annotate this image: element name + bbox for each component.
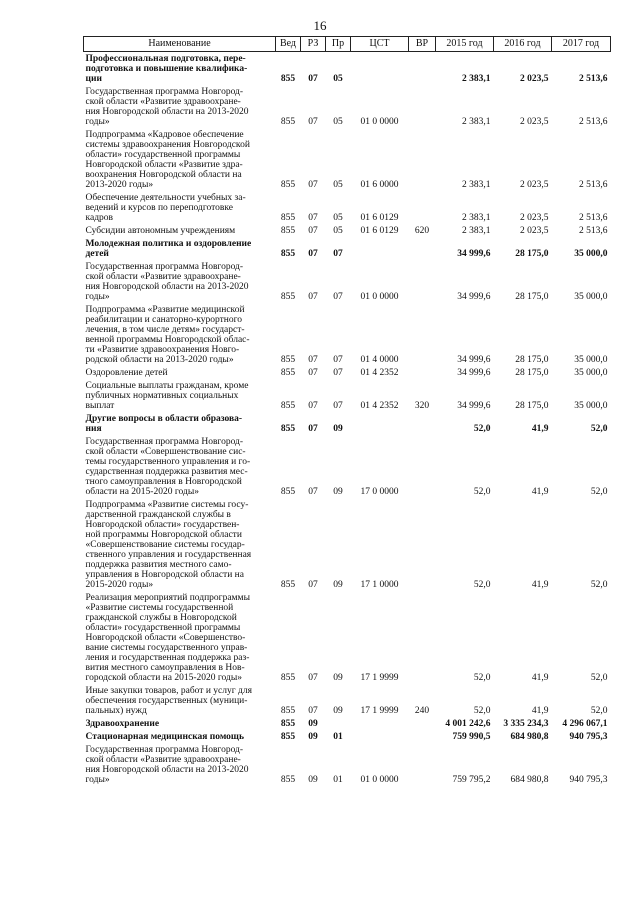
row-name: Обеспечение деятельности учебных за- ведений и курсов по переподготовке кадров [85,193,246,223]
row-rz: 07 [308,226,318,236]
header-vr: ВР [409,37,436,52]
row-ved: 855 [280,117,296,127]
row-vr [409,237,436,260]
row-vr [409,128,436,191]
row-ved: 855 [280,719,296,729]
row-rz: 07 [308,249,318,259]
row-ved: 855 [280,368,296,378]
row-vr [409,717,436,730]
row-name: Государственная программа Новгород- ской области «Развитие здравоохране- ния Новгородской области на 2013-2020 годы» [85,87,249,127]
row-pr: 05 [333,226,343,236]
row-name: Подпрограмма «Развитие системы госу- дарственной гражданской службы в Новгородской области» государствен- ной программы Новгородской области «Совершенствование системы государ- ственного управления и государственная поддержка развития местного само- управления в Новгородской области на 2015-2020 годы» [85,500,252,590]
table-row [84,379,611,412]
row-value-2017: 2 513,6 [579,74,608,84]
row-rz: 07 [308,424,318,434]
row-rz: 07 [308,180,318,190]
row-value-2016: 684 980,8 [510,775,549,785]
row-ved: 855 [280,732,296,742]
row-ved: 855 [280,775,296,785]
table-row [84,303,611,366]
table-row [84,52,611,86]
row-ved: 855 [280,226,296,236]
row-cst: 01 0 0000 [360,775,399,785]
row-vr [409,191,436,224]
row-value-2017: 35 000,0 [574,401,608,411]
row-cst [351,730,409,743]
row-ved: 855 [280,213,296,223]
row-cst: 01 0 0000 [360,117,399,127]
header-2016: 2016 год [494,37,552,52]
row-value-2015: 2 383,1 [462,213,491,223]
row-value-2016: 28 175,0 [515,292,549,302]
row-value-2017: 35 000,0 [574,249,608,259]
row-cst [351,52,409,86]
row-rz: 07 [308,673,318,683]
row-rz: 07 [308,355,318,365]
row-ved: 855 [280,487,296,497]
row-pr: 01 [333,775,343,785]
row-value-2015: 52,0 [473,673,491,683]
row-name: Подпрограмма «Развитие медицинской реабилитации и санаторно-курортного лечения, в том числе детям» государст- венной программы Новгородской облас- ти «Развитие здравоохранения Новго- родской области на 2013-2020 годы» [85,305,250,365]
row-vr [409,591,436,684]
row-ved: 855 [280,673,296,683]
row-pr: 05 [333,213,343,223]
row-cst: 17 1 9999 [360,706,399,716]
row-ved: 855 [280,424,296,434]
table-row [84,684,611,717]
row-pr: 05 [333,117,343,127]
budget-table [83,36,611,786]
page-number: 16 [313,18,327,33]
row-value-2017: 35 000,0 [574,355,608,365]
row-value-2015: 2 383,1 [462,74,491,84]
row-value-2016: 2 023,5 [520,180,549,190]
row-value-2015: 52,0 [473,487,491,497]
row-value-2017: 52,0 [590,673,608,683]
row-vr [409,730,436,743]
row-cst: 01 4 2352 [360,368,399,378]
row-rz: 07 [308,487,318,497]
row-vr [409,52,436,86]
row-ved: 855 [280,401,296,411]
row-pr: 07 [333,401,343,411]
row-pr: 07 [333,355,343,365]
row-value-2017: 2 513,6 [579,117,608,127]
row-value-2017: 2 513,6 [579,226,608,236]
row-value-2016: 41,9 [531,673,549,683]
table-row [84,730,611,743]
row-vr: 620 [414,226,430,236]
row-rz: 07 [308,292,318,302]
row-cst: 01 4 2352 [360,401,399,411]
table-header-row [84,37,611,52]
row-value-2015: 2 383,1 [462,180,491,190]
table-row [84,366,611,379]
row-ved: 855 [280,292,296,302]
row-vr: 240 [414,706,430,716]
row-name: Государственная программа Новгород- ской области «Развитие здравоохране- ния Новгородской области на 2013-2020 годы» [85,262,249,302]
row-vr [409,260,436,303]
table-row [84,498,611,591]
table-row [84,237,611,260]
row-name: Стационарная медицинская помощь [85,732,244,742]
row-pr: 05 [333,74,343,84]
row-pr: 09 [333,424,343,434]
row-rz: 07 [308,580,318,590]
row-name: Реализация мероприятий подпрограммы «Развитие системы государственной гражданской службы в Новгородской области» государственной программы Новгородской области «Совершенство- вание системы государственного управ- ления и государственная поддержка раз- вития местного самоуправления в Нов- городской области на 2015-2020 годы» [85,593,250,683]
row-value-2016: 41,9 [531,424,549,434]
row-pr: 05 [333,180,343,190]
row-value-2015: 34 999,6 [457,355,491,365]
table-row [84,260,611,303]
table-body [84,52,611,787]
table-row [84,224,611,237]
row-value-2015: 52,0 [473,706,491,716]
row-value-2015: 34 999,6 [457,249,491,259]
row-value-2016: 41,9 [531,487,549,497]
header-rz: РЗ [301,37,326,52]
table-row [84,743,611,786]
row-cst: 01 6 0000 [360,180,399,190]
row-ved: 855 [280,74,296,84]
row-name: Социальные выплаты гражданам, кроме публичных нормативных социальных выплат [85,381,249,411]
header-ved: Вед [276,37,301,52]
row-pr: 07 [333,368,343,378]
row-value-2016: 28 175,0 [515,355,549,365]
row-ved: 855 [280,706,296,716]
row-cst: 17 1 0000 [360,580,399,590]
row-pr: 09 [333,706,343,716]
row-value-2015: 52,0 [473,424,491,434]
table-row [84,412,611,435]
row-pr: 07 [333,249,343,259]
row-name: Государственная программа Новгород- ской области «Развитие здравоохране- ния Новгородской области на 2013-2020 годы» [85,745,249,785]
row-rz: 07 [308,213,318,223]
row-cst: 17 1 9999 [360,673,399,683]
row-value-2016: 28 175,0 [515,249,549,259]
row-value-2017: 52,0 [590,706,608,716]
row-rz: 09 [308,719,318,729]
row-name: Субсидии автономным учреждениям [85,226,236,236]
row-vr [409,743,436,786]
row-cst [351,717,409,730]
row-vr [409,435,436,498]
row-name: Профессиональная подготовка, пере- подготовка и повышение квалифика- ции [85,54,248,84]
row-value-2017: 4 296 067,1 [562,719,608,729]
row-pr: 09 [333,673,343,683]
table-row [84,191,611,224]
row-value-2017: 35 000,0 [574,292,608,302]
row-vr [409,303,436,366]
row-rz: 07 [308,74,318,84]
row-cst: 17 0 0000 [360,487,399,497]
header-2015: 2015 год [436,37,494,52]
row-cst [351,412,409,435]
row-name: Подпрограмма «Кадровое обеспечение системы здравоохранения Новгородской области» государственной программы Новгородской области «Развитие здра- воохранения Новгородской области на 2013-2020 годы» [85,130,250,190]
table-row [84,85,611,128]
row-value-2017: 940 795,3 [569,775,608,785]
row-value-2016: 2 023,5 [520,226,549,236]
row-name: Здравоохранение [85,719,160,729]
table-row [84,435,611,498]
row-value-2016: 684 980,8 [510,732,549,742]
budget-table-container [83,36,610,786]
row-value-2017: 52,0 [590,424,608,434]
table-row [84,128,611,191]
row-value-2016: 2 023,5 [520,74,549,84]
row-ved: 855 [280,355,296,365]
table-row [84,591,611,684]
row-value-2016: 28 175,0 [515,368,549,378]
row-name: Оздоровление детей [85,368,168,378]
row-value-2016: 41,9 [531,580,549,590]
row-value-2017: 52,0 [590,487,608,497]
row-value-2015: 34 999,6 [457,368,491,378]
row-value-2015: 759 990,5 [452,732,491,742]
row-name: Молодежная политика и оздоровление детей [85,239,252,259]
row-vr [409,366,436,379]
header-pr: Пр [326,37,351,52]
row-name: Государственная программа Новгород- ской области «Совершенствование сис- темы государственного управления и го- сударственная поддержка развития мес- тного самоуправления в Новгородской области на 2015-2020 годы» [85,437,251,497]
row-cst: 01 4 0000 [360,355,399,365]
row-vr: 320 [414,401,430,411]
row-pr: 09 [333,487,343,497]
row-value-2015: 4 001 242,6 [445,719,491,729]
row-rz: 09 [308,775,318,785]
row-value-2016: 28 175,0 [515,401,549,411]
row-name: Иные закупки товаров, работ и услуг для обеспечения государственных (муници- пальных) нужд [85,686,252,716]
row-value-2015: 759 795,2 [452,775,491,785]
row-value-2015: 2 383,1 [462,226,491,236]
row-vr [409,85,436,128]
row-value-2017: 52,0 [590,580,608,590]
header-cst: ЦСТ [351,37,409,52]
row-rz: 07 [308,401,318,411]
row-ved: 855 [280,180,296,190]
row-value-2015: 2 383,1 [462,117,491,127]
row-vr [409,412,436,435]
row-ved: 855 [280,580,296,590]
row-cst: 01 6 0129 [360,213,399,223]
row-name: Другие вопросы в области образова- ния [85,414,243,434]
row-rz: 07 [308,368,318,378]
row-cst: 01 0 0000 [360,292,399,302]
row-value-2017: 940 795,3 [569,732,608,742]
header-name: Наименование [84,37,276,52]
row-value-2016: 41,9 [531,706,549,716]
row-ved: 855 [280,249,296,259]
row-cst: 01 6 0129 [360,226,399,236]
row-value-2015: 34 999,6 [457,292,491,302]
row-value-2017: 35 000,0 [574,368,608,378]
row-rz: 09 [308,732,318,742]
row-pr: 01 [333,732,343,742]
row-pr: 07 [333,292,343,302]
row-value-2016: 2 023,5 [520,213,549,223]
row-pr: 09 [333,580,343,590]
table-row [84,717,611,730]
row-value-2017: 2 513,6 [579,180,608,190]
row-value-2017: 2 513,6 [579,213,608,223]
row-pr [326,717,351,730]
row-value-2015: 34 999,6 [457,401,491,411]
header-2017: 2017 год [552,37,611,52]
row-rz: 07 [308,706,318,716]
row-value-2015: 52,0 [473,580,491,590]
row-value-2016: 2 023,5 [520,117,549,127]
row-rz: 07 [308,117,318,127]
row-value-2016: 3 335 234,3 [503,719,549,729]
row-cst [351,237,409,260]
row-vr [409,498,436,591]
